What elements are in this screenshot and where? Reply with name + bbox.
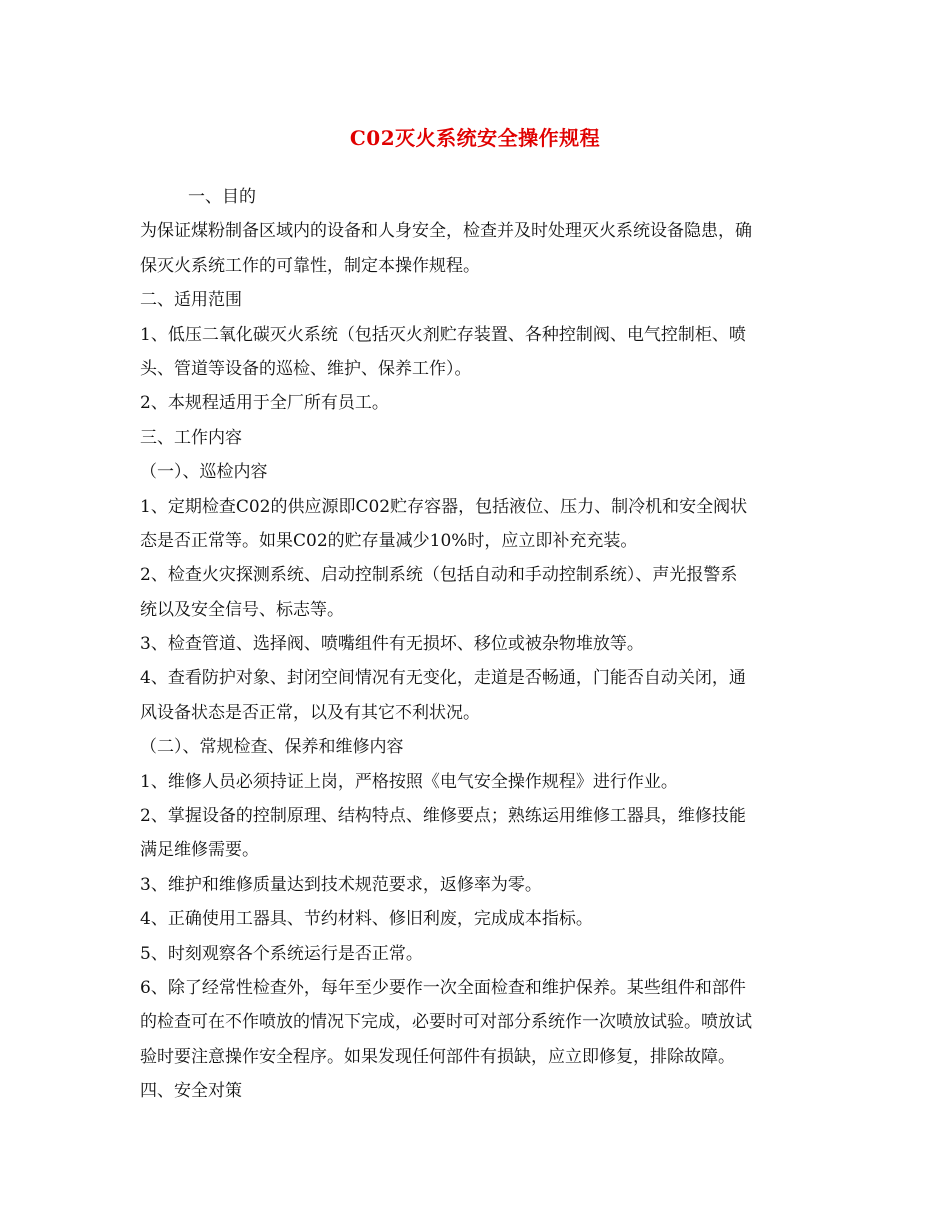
text-line: 风设备状态是否正常，以及有其它不利状况。 (140, 702, 480, 723)
text-line: 1、维修人员必须持证上岗，严格按照《电气安全操作规程》进行作业。 (140, 771, 678, 792)
text-line: 的检查可在不作喷放的情况下完成，必要时可对部分系统作一次喷放试验。喷放试 (140, 1012, 752, 1033)
text-line: （一）、巡检内容 (140, 462, 268, 483)
text-line: 为保证煤粉制备区域内的设备和人身安全，检查并及时处理灭火系统设备隐患，确 (140, 221, 752, 242)
text-line: 保灭火系统工作的可靠性，制定本操作规程。 (140, 255, 480, 276)
text-line: 一、目的 (188, 187, 256, 207)
document-body (140, 180, 820, 1109)
text-line: 满足维修需要。 (140, 840, 259, 861)
document-title: C02灭火系统安全操作规程 (349, 126, 601, 150)
text-line: （二）、常规检查、保养和维修内容 (140, 737, 404, 758)
text-line: 四、安全对策 (140, 1081, 242, 1102)
text-line: 1、低压二氧化碳灭火系统（包括灭火剂贮存装置、各种控制阀、电气控制柜、喷 (140, 324, 746, 345)
text-line: 6、除了经常性检查外，每年至少要作一次全面检查和维护保养。某些组件和部件 (140, 977, 746, 998)
text-line: 统以及安全信号、标志等。 (140, 599, 344, 620)
text-line: 4、查看防护对象、封闭空间情况有无变化，走道是否畅通，门能否自动关闭，通 (140, 668, 746, 689)
text-line: 4、正确使用工器具、节约材料、修旧利废，完成成本指标。 (140, 909, 593, 930)
text-line: 3、检查管道、选择阀、喷嘴组件有无损坏、移位或被杂物堆放等。 (140, 634, 644, 655)
text-line: 2、检查火灾探测系统、启动控制系统（包括自动和手动控制系统）、声光报警系 (140, 565, 738, 586)
text-line: 5、时刻观察各个系统运行是否正常。 (140, 943, 423, 964)
text-line: 验时要注意操作安全程序。如果发现任何部件有损缺，应立即修复，排除故障。 (140, 1046, 735, 1067)
text-line: 3、维护和维修质量达到技术规范要求，返修率为零。 (140, 874, 542, 895)
text-line: 态是否正常等。如果C02的贮存量减少10%时，应立即补充充装。 (140, 530, 638, 551)
text-line: 2、本规程适用于全厂所有员工。 (140, 393, 389, 414)
text-line: 2、掌握设备的控制原理、结构特点、维修要点；熟练运用维修工器具，维修技能 (140, 806, 746, 827)
text-line: 1、定期检查C02的供应源即C02贮存容器，包括液位、压力、制冷机和安全阀状 (140, 496, 748, 517)
text-line: 三、工作内容 (140, 427, 242, 448)
text-line: 二、适用范围 (140, 290, 242, 311)
text-line: 头、管道等设备的巡检、维护、保养工作）。 (140, 358, 472, 379)
